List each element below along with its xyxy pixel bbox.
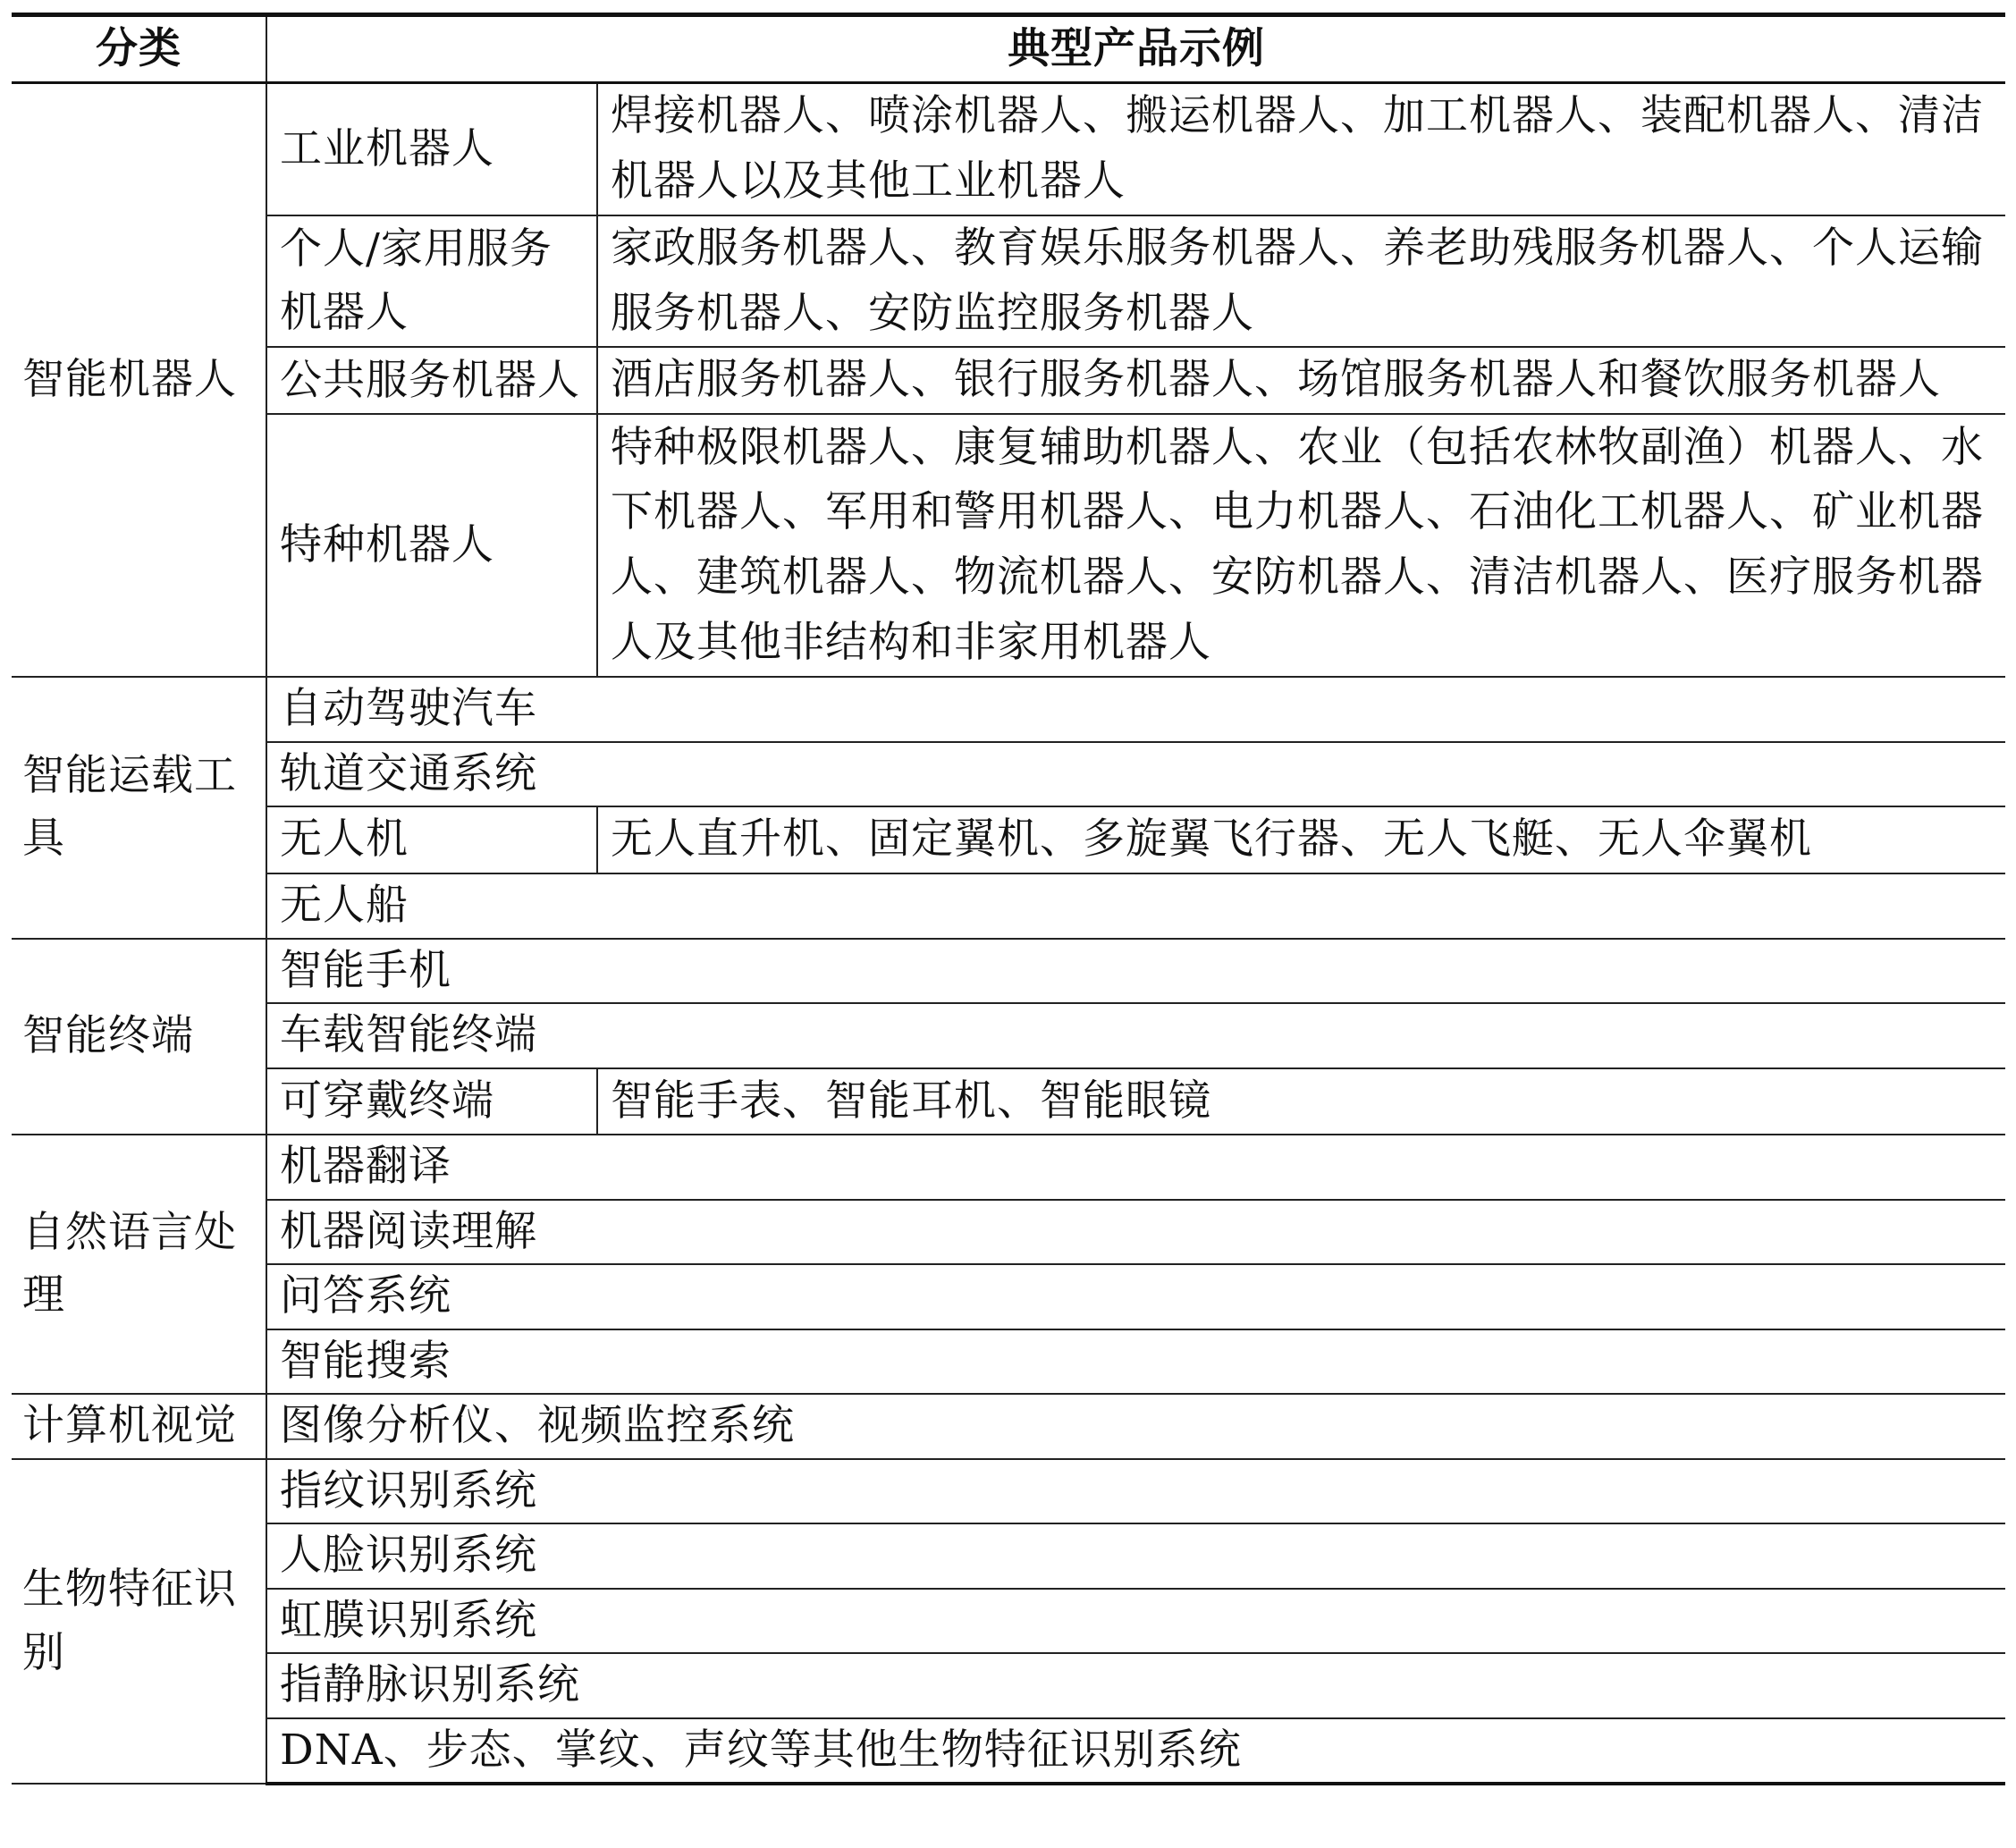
subcategory-cell: 智能搜索 bbox=[266, 1329, 2005, 1395]
table-row bbox=[12, 347, 2005, 414]
table-row bbox=[12, 873, 2005, 939]
subcategory-cell: 指纹识别系统 bbox=[266, 1459, 2005, 1524]
detail-cell: 特种极限机器人、康复辅助机器人、农业（包括农林牧副渔）机器人、水下机器人、军用和警用机器人、电力机器人、石油化工机器人、矿业机器人、建筑机器人、物流机器人、安防机器人、清洁机器人、医疗服务机器人及其他非结构和非家用机器人 bbox=[597, 414, 2005, 677]
table-row bbox=[12, 677, 2005, 742]
table-row bbox=[12, 1264, 2005, 1329]
subcategory-cell: 无人船 bbox=[266, 873, 2005, 939]
subcategory-cell: 虹膜识别系统 bbox=[266, 1589, 2005, 1654]
subcategory-cell: 工业机器人 bbox=[266, 83, 597, 215]
category-cell: 智能机器人 bbox=[12, 83, 266, 678]
table-row bbox=[12, 1068, 2005, 1135]
table-row bbox=[12, 414, 2005, 677]
subcategory-cell: 轨道交通系统 bbox=[266, 742, 2005, 807]
table-row bbox=[12, 1135, 2005, 1200]
subcategory-cell: 指静脉识别系统 bbox=[266, 1653, 2005, 1718]
subcategory-cell: 公共服务机器人 bbox=[266, 347, 597, 414]
header-category: 分类 bbox=[12, 15, 266, 83]
table-row bbox=[12, 742, 2005, 807]
subcategory-cell: 人脸识别系统 bbox=[266, 1523, 2005, 1589]
category-cell: 智能运载工具 bbox=[12, 677, 266, 938]
detail-cell: 无人直升机、固定翼机、多旋翼飞行器、无人飞艇、无人伞翼机 bbox=[597, 806, 2005, 873]
subcategory-cell: 可穿戴终端 bbox=[266, 1068, 597, 1135]
table-row bbox=[12, 1394, 2005, 1459]
header-products: 典型产品示例 bbox=[266, 15, 2005, 83]
subcategory-cell: 自动驾驶汽车 bbox=[266, 677, 2005, 742]
detail-cell: 酒店服务机器人、银行服务机器人、场馆服务机器人和餐饮服务机器人 bbox=[597, 347, 2005, 414]
table-row bbox=[12, 1653, 2005, 1718]
category-cell: 计算机视觉 bbox=[12, 1394, 266, 1459]
table-row bbox=[12, 1200, 2005, 1265]
product-classification-table bbox=[12, 13, 2005, 1785]
subcategory-cell: 机器翻译 bbox=[266, 1135, 2005, 1200]
table-row bbox=[12, 1003, 2005, 1068]
table-row bbox=[12, 83, 2005, 215]
subcategory-cell: 智能手机 bbox=[266, 939, 2005, 1004]
table-row bbox=[12, 939, 2005, 1004]
category-cell: 自然语言处理 bbox=[12, 1135, 266, 1394]
table-row bbox=[12, 806, 2005, 873]
table-row bbox=[12, 1459, 2005, 1524]
subcategory-cell: 个人/家用服务机器人 bbox=[266, 215, 597, 348]
table-row bbox=[12, 1589, 2005, 1654]
subcategory-cell: 特种机器人 bbox=[266, 414, 597, 677]
table-row bbox=[12, 1523, 2005, 1589]
table-header-row bbox=[12, 15, 2005, 83]
subcategory-cell: 无人机 bbox=[266, 806, 597, 873]
table-row bbox=[12, 215, 2005, 348]
category-cell: 智能终端 bbox=[12, 939, 266, 1135]
detail-cell: 家政服务机器人、教育娱乐服务机器人、养老助残服务机器人、个人运输服务机器人、安防监控服务机器人 bbox=[597, 215, 2005, 348]
subcategory-cell: 图像分析仪、视频监控系统 bbox=[266, 1394, 2005, 1459]
subcategory-cell: 车载智能终端 bbox=[266, 1003, 2005, 1068]
subcategory-cell: DNA、步态、掌纹、声纹等其他生物特征识别系统 bbox=[266, 1718, 2005, 1785]
table-row bbox=[12, 1329, 2005, 1395]
detail-cell: 焊接机器人、喷涂机器人、搬运机器人、加工机器人、装配机器人、清洁机器人以及其他工业机器人 bbox=[597, 83, 2005, 215]
detail-cell: 智能手表、智能耳机、智能眼镜 bbox=[597, 1068, 2005, 1135]
subcategory-cell: 机器阅读理解 bbox=[266, 1200, 2005, 1265]
subcategory-cell: 问答系统 bbox=[266, 1264, 2005, 1329]
table-row bbox=[12, 1718, 2005, 1785]
category-cell: 生物特征识别 bbox=[12, 1459, 266, 1785]
